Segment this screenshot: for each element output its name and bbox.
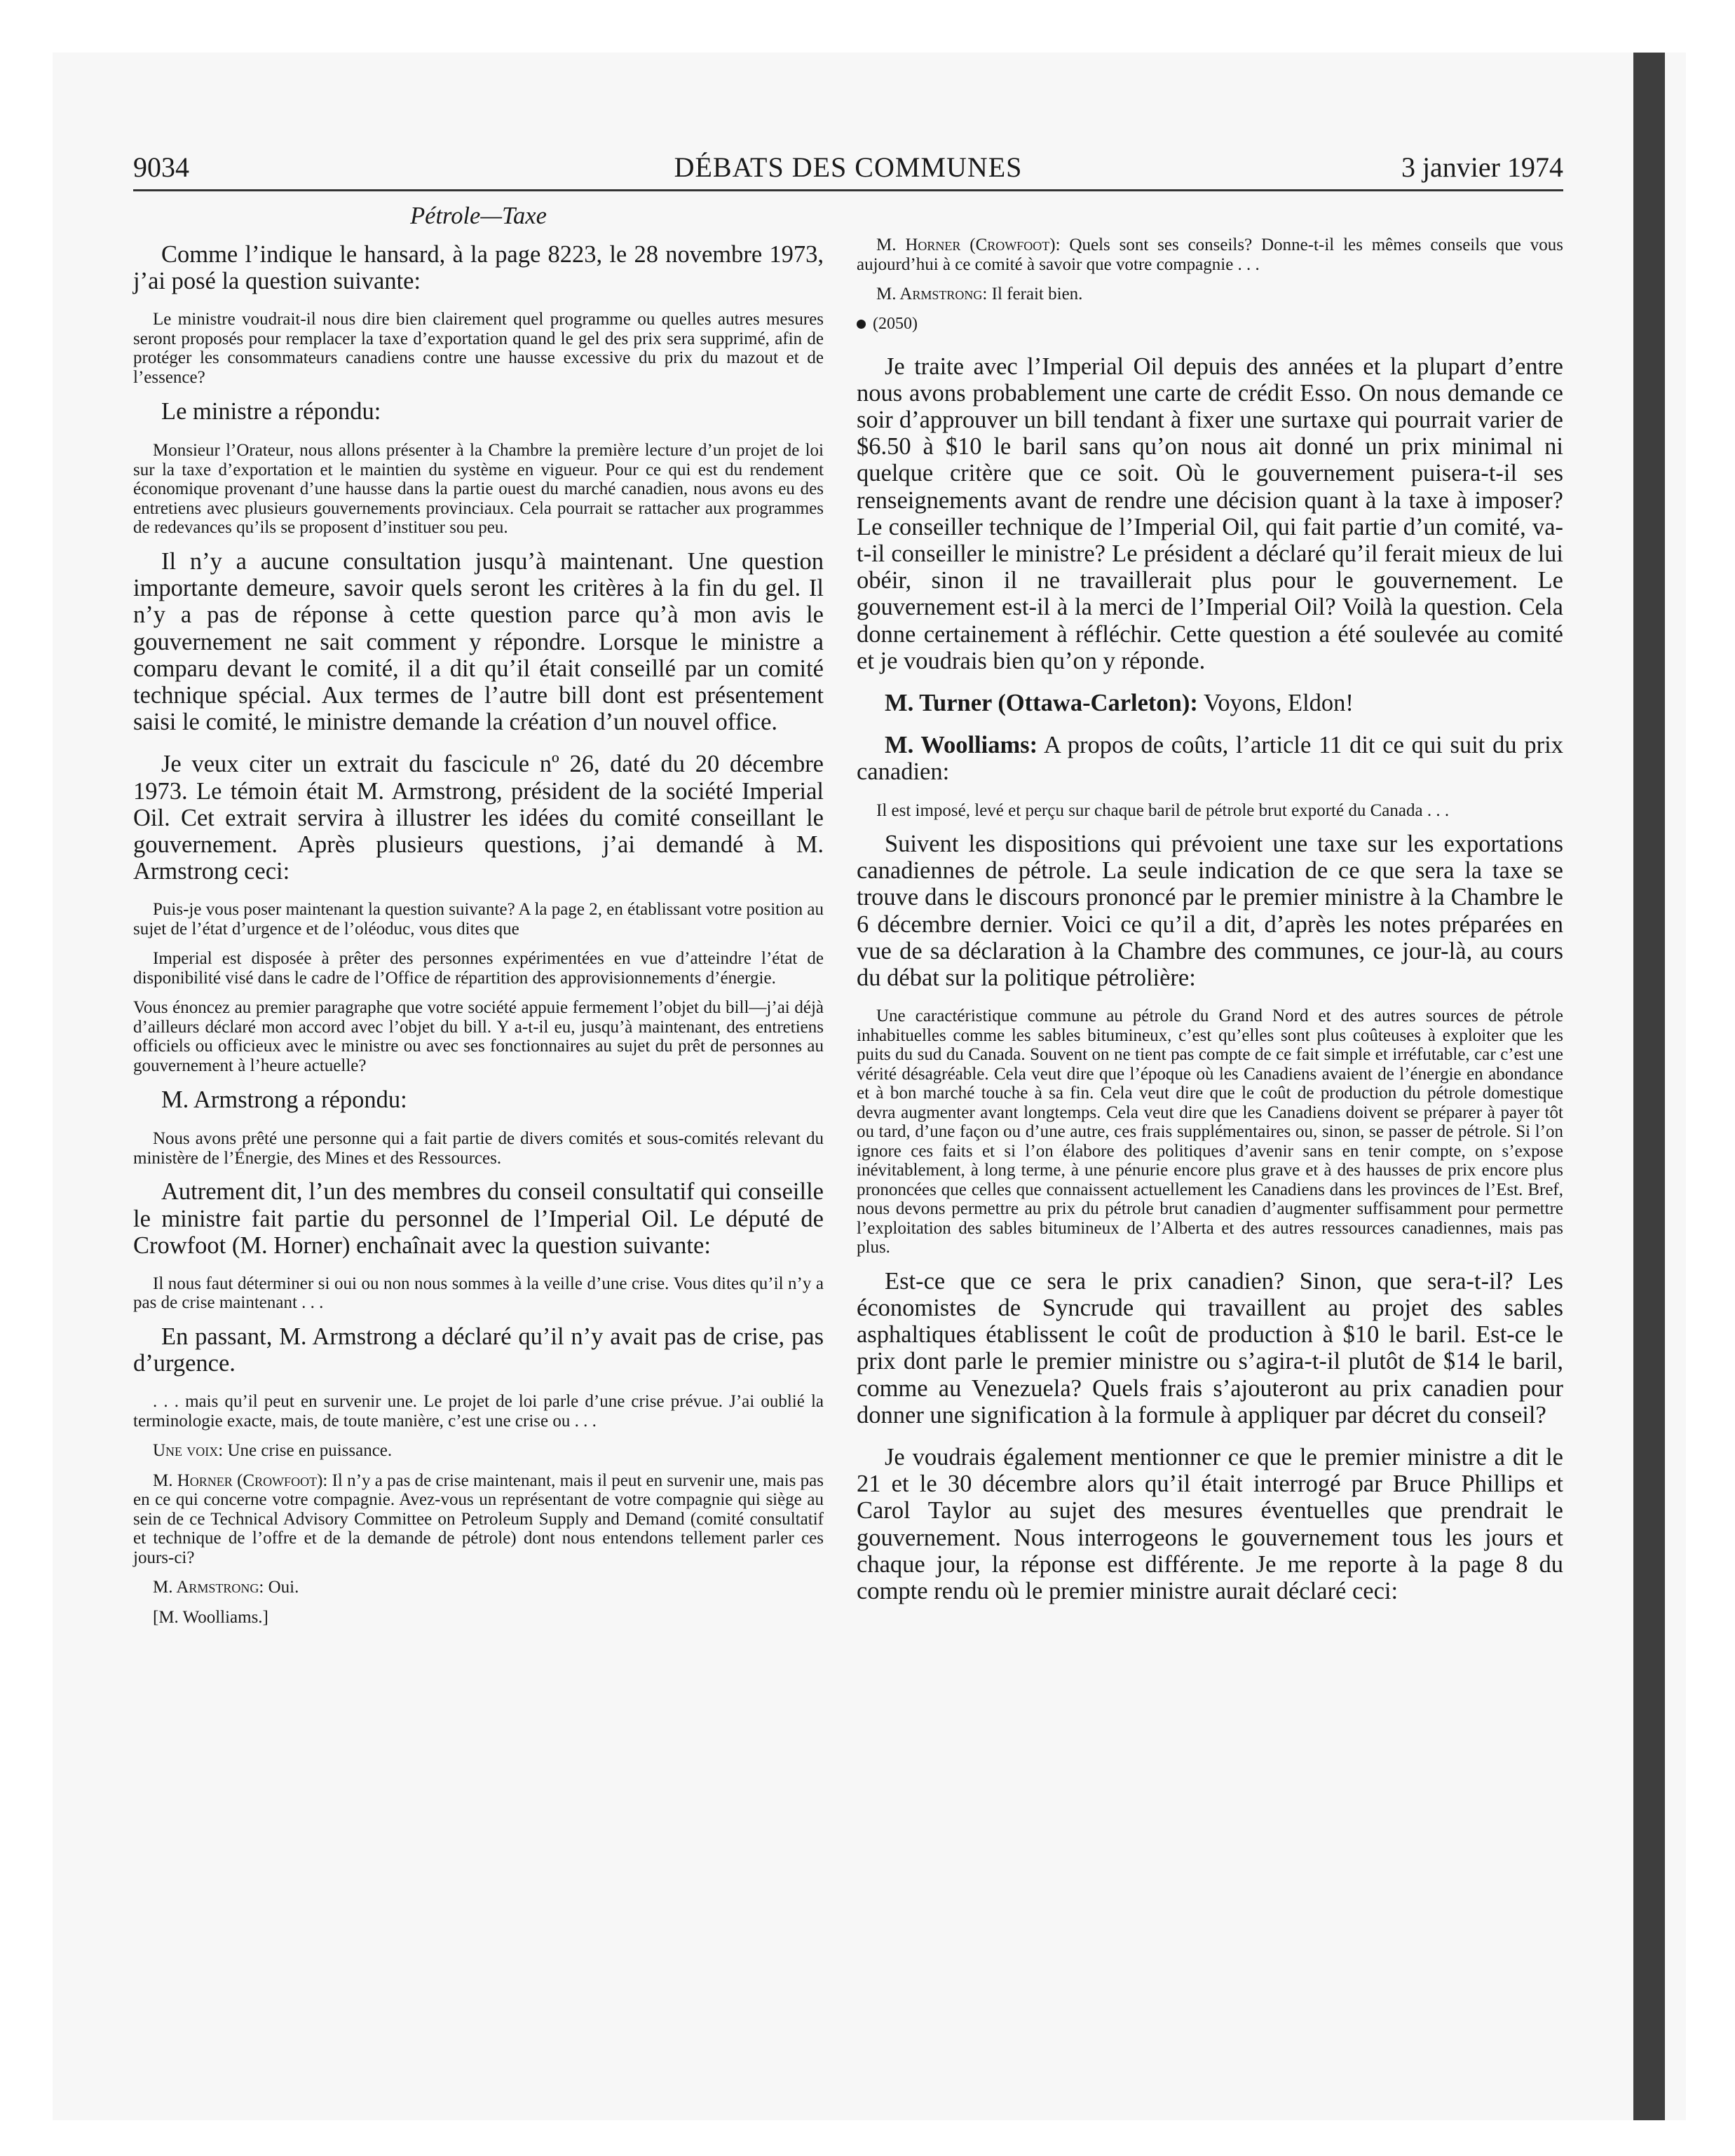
time-marker [857,315,1563,334]
quotation: Il est imposé, levé et perçu sur chaque baril de pétrole brut exporté du Canada . . . [876,800,1450,820]
quotation [133,1471,824,1568]
speech-text: Oui. [264,1578,299,1597]
paragraph: Je veux citer un extrait du fascicule nº 26, daté du 20 décembre 1973. Le témoin était M. Armstrong, président de la société Imperial Oil. Cet extrait servira à illustrer les idées du comité conseillant le gouvernement. Après plusieurs questions, j’ai demandé à M. Armstrong ceci: [133,751,824,885]
paragraph: Autrement dit, l’un des membres du conseil consultatif qui conseille le ministre fait partie du personnel de l’Imperial Oil. Le député de Crowfoot (M. Horner) enchaînait avec la question suivante: [133,1178,824,1259]
paragraph: Je traite avec l’Imperial Oil depuis des années et la plupart d’entre nous avons probablement une carte de crédit Esso. On nous demande ce soir d’approuver un bill tendant à fixer une surtaxe qui pourrait varier de $6.50 à $10 le baril sans qu’on nous ait donné un prix minimal ni quelque critère que ce soit. Où le gouvernement puisera-t-il ses renseignements avant de rendre une décision quant à la taxe à imposer? Le conseiller technique de l’Imperial Oil, qui fait partie d’un comité, va-t-il conseiller le ministre? Le président a déclaré qu’il ferait mieux de lui obéir, sinon il ne travaillerait plus pour le gouvernement. Le gouvernement est-il à la merci de l’Imperial Oil? Voilà la question. Cela donne certainement à réfléchir. Cette question a été soulevée au comité et je voudrais bien qu’on y réponde. [857,353,1563,674]
paragraph: Il n’y a aucune consultation jusqu’à maintenant. Une question importante demeure, savoir quels seront les critères à la fin du gel. Il n’y a pas de réponse à cette question parce qu’à mon avis le gouvernement ne sait comment y répondre. Lorsque le ministre a comparu devant le comité, il a dit qu’il était conseillé par un comité technique spécial. Aux termes de l’autre bill dont est présentement saisi le comité, le ministre demande la création d’un nouvel office. [133,547,824,736]
speech-text: A propos de coûts, l’article 11 dit ce qui suit du prix canadien: [857,732,1564,786]
speaker-name: M. Woolliams: [885,732,1038,759]
paragraph [857,690,1563,716]
bullet-icon [857,320,866,329]
speech-text: Il n’y a pas de crise maintenant, mais il peut en survenir une, mais pas en ce qui concerne votre compagnie. Avez-vous un représentant de votre compagnie qui siège au sein de ce Technical Advisory Committee on Petroleum Supply and Demand (comité consultatif et technique de l’offre et de la demande de pétrole) dont nous entendons tellement parler ces jours-ci? [133,1471,824,1567]
speaker-name: M. Armstrong: [153,1578,264,1597]
speech-text: Une crise en puissance. [223,1441,393,1461]
paragraph [857,732,1563,785]
section-title: Pétrole—Taxe [410,203,547,229]
quotation: Vous énoncez au premier paragraphe que votre société appuie fermement l’objet du bill—j’ai déjà d’ailleurs déclaré mon accord avec l’objet du bill. Y a-t-il eu, jusqu’à maintenant, des entretiens officiels ou officieux avec le ministre ou avec ses fonctionnaires au sujet du prêt de personnes au gouvernement à l’heure actuelle? [133,998,824,1075]
quotation: Puis-je vous poser maintenant la question suivante? A la page 2, en établissant votre position au sujet de l’état d’urgence et de l’oléoduc, vous dites que [133,900,824,939]
right-column [857,202,1563,1620]
quotation: . . . mais qu’il peut en survenir une. Le projet de loi parle d’une crise prévue. J’ai oublié la terminologie exacte, mais, de toute manière, c’est une crise ou . . . [133,1392,824,1431]
speech-text: Il ferait bien. [987,285,1083,303]
left-column [133,202,824,1637]
paragraph: En passant, M. Armstrong a déclaré qu’il n’y avait pas de crise, pas d’urgence. [133,1323,824,1377]
speaker-name: M. Horner (Crowfoot): [153,1471,328,1490]
quotation: Nous avons prêté une personne qui a fait partie de divers comités et sous-comités relevant du ministère de l’Énergie, des Mines et des Ressources. [133,1129,824,1168]
speaker-name: M. Turner (Ottawa-Carleton): [885,689,1198,716]
speech-text: Quels sont ses conseils? Donne-t-il les mêmes conseils que vous aujourd’hui à ce comité à savoir que votre compagnie . . . [857,236,1563,274]
page-header [133,153,1563,191]
speech-text: Voyons, Eldon! [1197,689,1354,716]
quotation: Il nous faut déterminer si oui ou non nous sommes à la veille d’une crise. Vous dites qu’il n’y a pas de crise maintenant . . . [133,1274,824,1313]
paragraph: Est-ce que ce sera le prix canadien? Sinon, que sera-t-il? Les économistes de Syncrude qui travaillent au projet des sables asphaltiques établissent le coût de production à $10 le baril. Est-ce le prix dont parle le premier ministre ou s’agira-t-il plutôt de $14 le baril, comme au Venezuela? Quels frais s’ajouteront au prix canadien pour donner une signification à la formule à appliquer par décret du conseil? [857,1267,1563,1428]
publication-title: DÉBATS DES COMMUNES [674,151,1023,183]
page-number: 9034 [133,151,189,183]
paragraph: Suivent les dispositions qui prévoient une taxe sur les exportations canadiennes de pétrole. La seule indication de ce que sera la taxe se trouve dans le discours prononcé par le premier ministre à la Chambre le 6 décembre dernier. Voici ce qu’il a dit, d’après les notes préparées en vue de sa déclaration à la Chambre des communes, ce jour-là, au cours du débat sur la politique pétrolière: [857,831,1563,992]
subheading: M. Armstrong a répondu: [161,1086,407,1114]
quotation [133,1578,824,1597]
quotation [857,285,1563,304]
scan-edge-bar [1633,53,1665,2120]
quotation: Imperial est disposée à prêter des personnes expérimentées en vue d’atteindre l’état de disponibilité visé dans le cadre de l’Office de répartition des approvisionnements d’énergie. [133,949,824,988]
subheading: Le ministre a répondu: [161,398,381,425]
paragraph: Comme l’indique le hansard, à la page 8223, le 28 novembre 1973, j’ai posé la question suivante: [133,241,824,295]
speaker-name: Une voix: [153,1441,224,1461]
quotation: Une caractéristique commune au pétrole du Grand Nord et des autres sources de pétrole inhabituelles comme les sables bitumineux, c’est qu’elles sont plus coûteuses à exploiter que les puits du sud du Canada. Souvent on ne tient pas compte de ce fait simple et irréfutable, car c’est une vérité désagréable. Cela veut dire que l’époque où les Canadiens avaient de l’énergie en abondance et à bon marché touche à sa fin. Cela veut dire que le coût de production du pétrole domestique devra augmenter avant longtemps. Cela veut dire que les Canadiens doivent se préparer à payer tôt ou tard, d’une façon ou d’une autre, ces frais supplémentaires ou, sinon, se passer de pétrole. Si l’on ignore ces faits et si l’on élabore des politiques d’avenir sans en tenir compte, on s’expose inévitablement, à long terme, à une pénurie encore plus grave et à des hausses de prix encore plus prononcées que celles que connaissent actuellement les Canadiens dans les provinces de l’Est. Bref, nous devons permettre au prix du pétrole brut canadien d’augmenter suffisamment pour permettre l’exploitation des sables bitumineux de l’Alberta et des autres ressources canadiennes, mais pas plus. [857,1007,1563,1257]
quotation [857,236,1563,274]
time-marker-text: (2050) [873,314,918,333]
quotation: Le ministre voudrait-il nous dire bien clairement quel programme ou quelles autres mesures seront proposés pour remplacer la taxe d’exportation quand le gel des prix sera supprimé, afin de protéger les consommateurs canadiens contre une hausse excessive du prix du mazout et de l’essence? [133,310,824,387]
speaker-note: [M. Woolliams.] [153,1607,268,1627]
paragraph: Je voudrais également mentionner ce que le premier ministre a dit le 21 et le 30 décembre alors qu’il était interrogé par Bruce Phillips et Carol Taylor au sujet des mesures éventuelles que prendrait le gouvernement. Nous interrogeons le gouvernement tous les jours et chaque jour, la réponse est différente. Je me reporte à la page 8 du compte rendu où le premier ministre aurait déclaré ceci: [857,1443,1563,1604]
quotation: Monsieur l’Orateur, nous allons présenter à la Chambre la première lecture d’un projet de loi sur la taxe d’exportation et le maintien du système en vigueur. Pour ce qui est du rendement économique provenant d’une hausse dans la partie ouest du marché canadien, nous avons eu des entretiens avec plusieurs gouvernements provinciaux. Cela pourrait se rattacher aux programmes de redevances qu’ils se proposent d’instituer sou peu. [133,441,824,538]
speaker-name: M. Armstrong: [876,285,988,303]
speaker-name: M. Horner (Crowfoot): [876,236,1061,254]
page-date: 3 janvier 1974 [1401,151,1563,183]
quotation [133,1441,824,1461]
